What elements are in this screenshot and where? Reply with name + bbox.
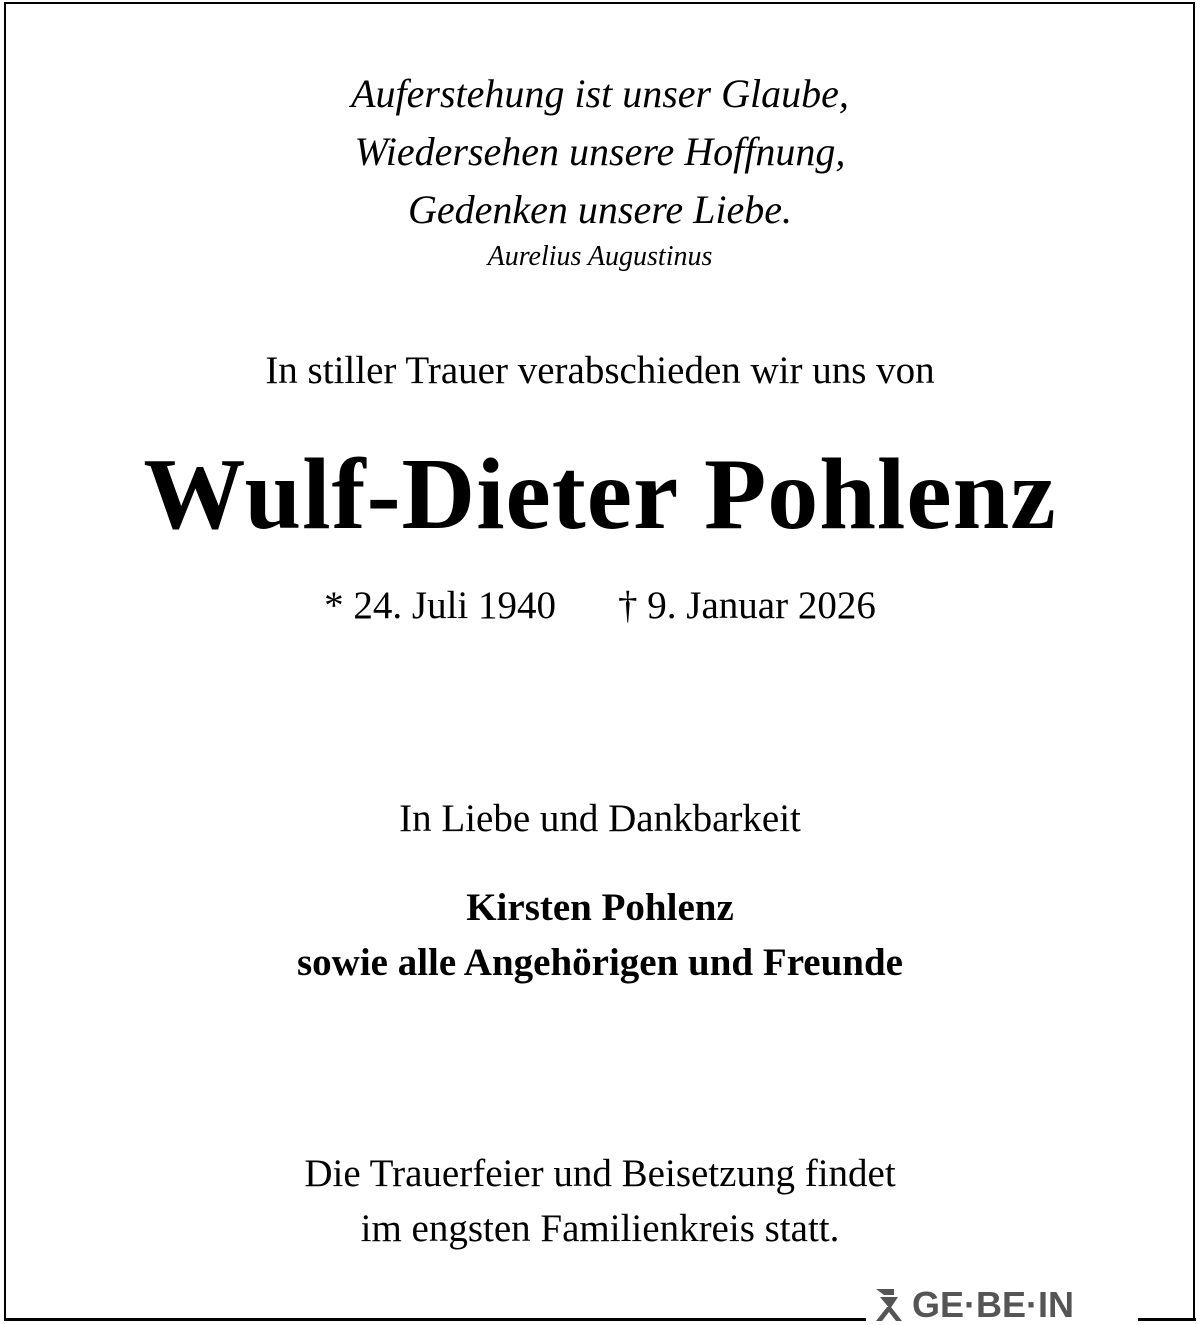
quote-line-1: Auferstehung ist unser Glaube, <box>351 71 849 116</box>
life-dates <box>0 583 1200 629</box>
quote-line-2: Wiedersehen unsere Hoffnung, <box>354 129 846 174</box>
logo-text: GE·BE·IN <box>912 1284 1074 1325</box>
gebein-logo <box>872 1285 1074 1325</box>
death-date: † 9. Januar 2026 <box>618 584 876 627</box>
funeral-notice-line-2: im engsten Familienkreis statt. <box>360 1207 840 1250</box>
birth-date: * 24. Juli 1940 <box>324 584 557 627</box>
closing-text: In Liebe und Dankbarkeit <box>399 797 801 840</box>
stylized-figure-icon <box>872 1287 906 1323</box>
quote-line-3: Gedenken unsere Liebe. <box>408 187 792 232</box>
bottom-rule-left <box>4 1318 866 1321</box>
mourner-others: sowie alle Angehörigen und Freunde <box>296 941 903 984</box>
bottom-rule-right <box>1138 1318 1196 1321</box>
mourner-name: Kirsten Pohlenz <box>466 886 734 929</box>
deceased-name: Wulf-Dieter Pohlenz <box>143 438 1057 551</box>
intro-text: In stiller Trauer verabschieden wir uns von <box>265 349 935 392</box>
funeral-notice-line-1: Die Trauerfeier und Beisetzung findet <box>304 1152 896 1195</box>
quote-author: Aurelius Augustinus <box>487 241 713 272</box>
